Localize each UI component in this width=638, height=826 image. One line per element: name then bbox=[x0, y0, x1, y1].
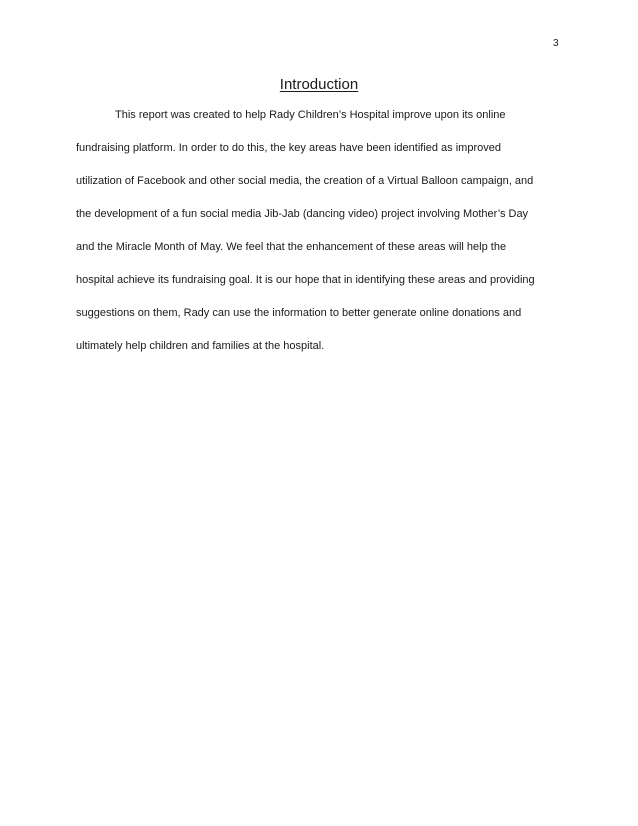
paragraph-line-1: This report was created to help Rady Children’s Hospital improve upon its online bbox=[115, 109, 506, 121]
page-title: Introduction bbox=[279, 76, 359, 93]
paragraph-line-3: utilization of Facebook and other social media, the creation of a Virtual Balloon campaign, and bbox=[76, 175, 534, 187]
paragraph-line-5: and the Miracle Month of May. We feel that the enhancement of these areas will help the bbox=[76, 241, 507, 253]
paragraph-line-8: ultimately help children and families at the hospital. bbox=[76, 340, 325, 352]
paragraph-line-6: hospital achieve its fundraising goal. It is our hope that in identifying these areas and providing bbox=[76, 274, 535, 286]
paragraph-line-2: fundraising platform. In order to do this, the key areas have been identified as improved bbox=[76, 142, 501, 154]
paragraph-line-4: the development of a fun social media Jib-Jab (dancing video) project involving Mother’s Day bbox=[76, 208, 529, 220]
paragraph-line-7: suggestions on them, Rady can use the information to better generate online donations and bbox=[76, 307, 522, 319]
page-number: 3 bbox=[553, 38, 559, 49]
